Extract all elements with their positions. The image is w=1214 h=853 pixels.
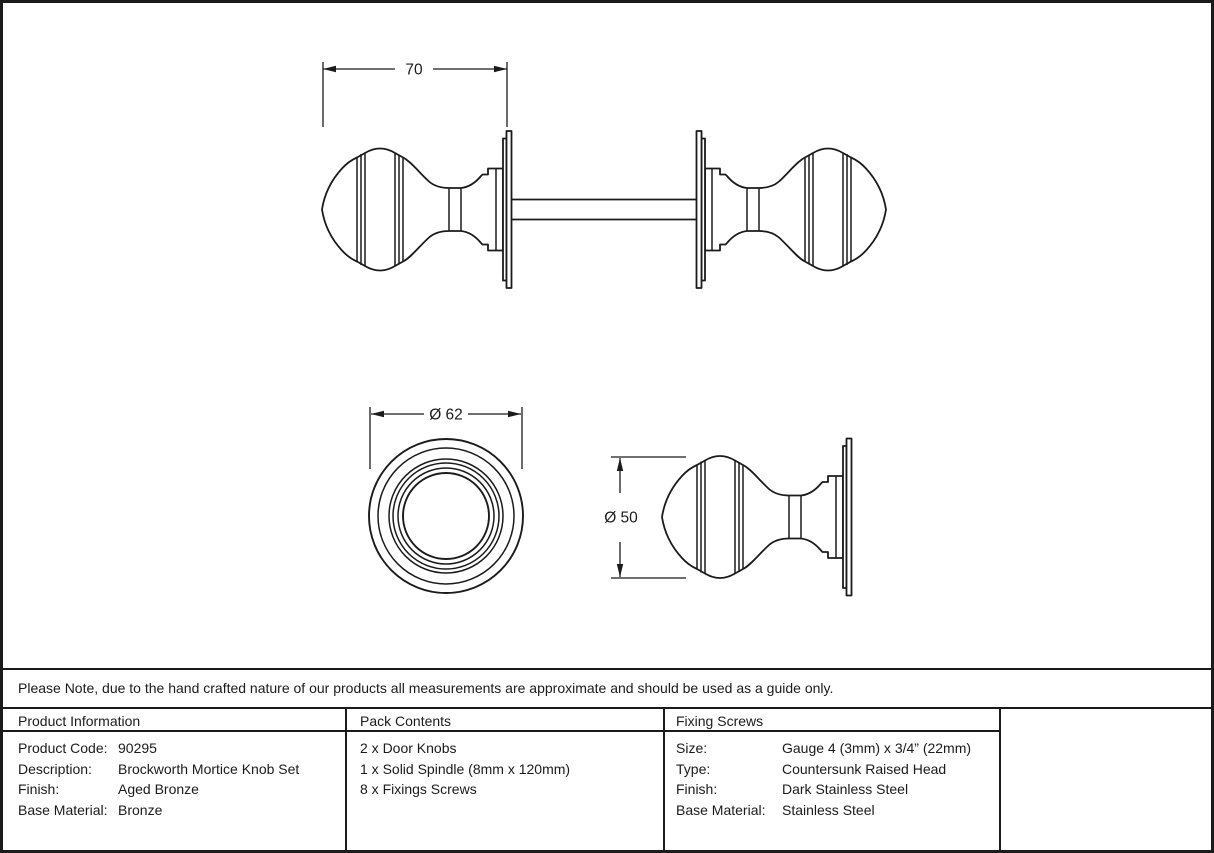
spindle bbox=[511, 200, 697, 220]
column-divider-2 bbox=[663, 707, 665, 850]
rose-front-view bbox=[369, 407, 523, 594]
header-product-information: Product Information bbox=[18, 712, 141, 729]
table-row bbox=[676, 738, 996, 759]
pack-contents-cell bbox=[360, 738, 658, 800]
list-item: 8 x Fixings Screws bbox=[360, 781, 477, 797]
row-label: Description: bbox=[18, 760, 92, 777]
list-item: 2 x Door Knobs bbox=[360, 740, 457, 756]
table-row bbox=[676, 779, 996, 800]
dimension-label-knob-diameter: Ø 50 bbox=[604, 509, 638, 527]
row-value: Bronze bbox=[118, 801, 163, 818]
empty-table-cell bbox=[1001, 709, 1211, 850]
row-value: 90295 bbox=[118, 740, 157, 756]
row-label: Base Material: bbox=[676, 801, 766, 818]
row-value: Brockworth Mortice Knob Set bbox=[118, 760, 300, 777]
row-label: Product Code: bbox=[18, 740, 108, 756]
table-row bbox=[18, 800, 340, 821]
row-label: Finish: bbox=[18, 781, 60, 797]
left-knob bbox=[322, 131, 512, 288]
knob-set-side-view bbox=[322, 62, 886, 289]
product-information-cell bbox=[18, 738, 340, 820]
dimension-label-rose-diameter: Ø 62 bbox=[429, 406, 463, 424]
row-value: Gauge 4 (3mm) x 3/4” (22mm) bbox=[782, 740, 972, 756]
table-row bbox=[18, 759, 340, 780]
dimension-label-projection: 70 bbox=[405, 61, 423, 79]
right-knob bbox=[697, 131, 887, 288]
row-value: Countersunk Raised Head bbox=[782, 760, 947, 777]
row-value: Aged Bronze bbox=[118, 781, 199, 797]
knob-side-view bbox=[604, 439, 851, 596]
row-value: Stainless Steel bbox=[782, 801, 875, 818]
row-label: Type: bbox=[676, 760, 711, 777]
table-row bbox=[676, 759, 996, 780]
header-fixing-screws: Fixing Screws bbox=[676, 712, 764, 729]
technical-drawing bbox=[3, 3, 1211, 665]
measurement-note-text: Please Note, due to the hand crafted nature of our products all measurements are approximate and should be used as a guide only. bbox=[18, 679, 834, 696]
header-pack-contents: Pack Contents bbox=[360, 712, 452, 729]
measurement-note bbox=[3, 668, 1211, 707]
row-value: Dark Stainless Steel bbox=[782, 781, 909, 797]
row-label: Base Material: bbox=[18, 801, 108, 818]
row-label: Finish: bbox=[676, 781, 718, 797]
list-item: 1 x Solid Spindle (8mm x 120mm) bbox=[360, 760, 571, 777]
table-row bbox=[18, 738, 340, 759]
table-row bbox=[676, 800, 996, 821]
table-row bbox=[18, 779, 340, 800]
fixing-screws-cell bbox=[676, 738, 996, 820]
row-label: Size: bbox=[676, 740, 708, 756]
column-divider-1 bbox=[345, 707, 347, 850]
